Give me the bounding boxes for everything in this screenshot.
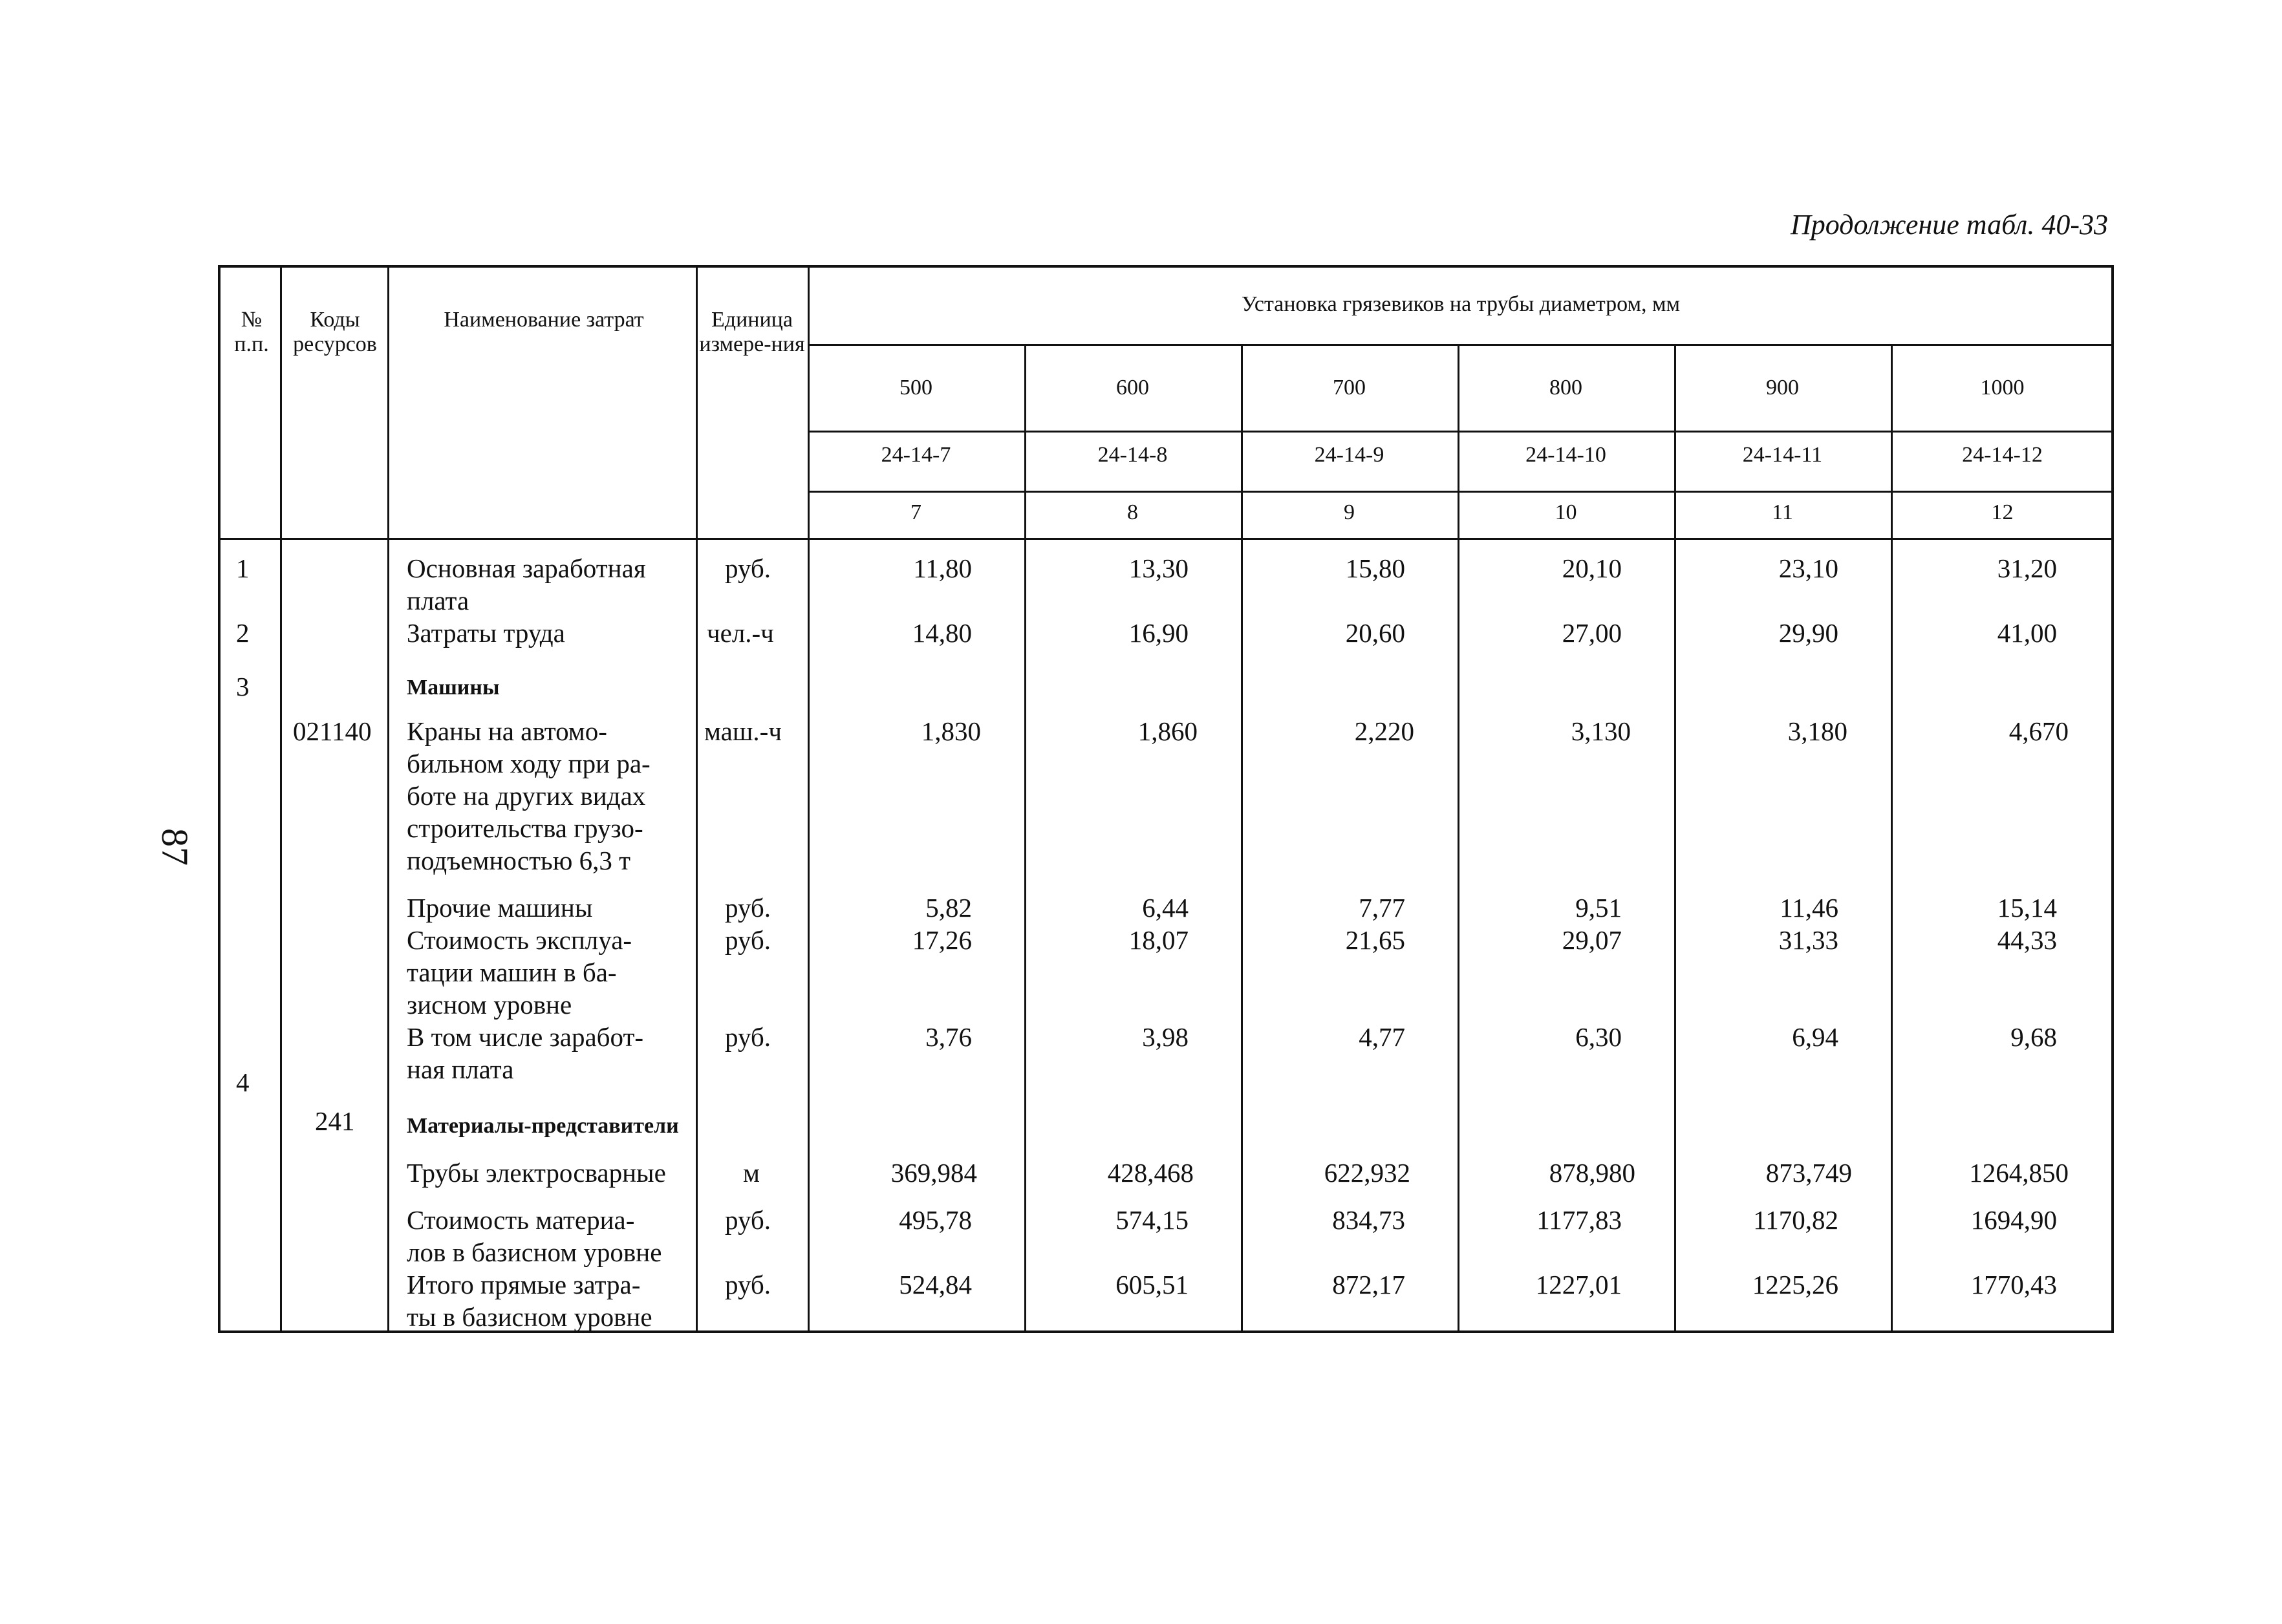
- row-materials-cost-val-9: 834,73: [1332, 1205, 1405, 1235]
- row-pipes-val-9: 622,932: [1324, 1158, 1410, 1188]
- diameter-900: 900: [1766, 376, 1799, 400]
- row-machine-cost-val-7: 17,26: [912, 925, 972, 955]
- col-line-2: [387, 268, 389, 1333]
- row-machine-cost-val-9: 21,65: [1345, 925, 1405, 955]
- row-other-machines-val-11: 11,46: [1780, 893, 1838, 923]
- row-crane-val-10: 3,130: [1571, 716, 1631, 746]
- header-line-colnums: [808, 491, 2114, 493]
- page-number: 87: [154, 828, 196, 866]
- cost-table: [218, 265, 2114, 1333]
- row-total-name-line2: ты в базисном уровне: [407, 1302, 652, 1332]
- row-crane-val-8: 1,860: [1137, 716, 1198, 746]
- row-2-val-8: 16,90: [1128, 618, 1189, 648]
- row-crane-val-9: 2,220: [1354, 716, 1414, 746]
- row-other-machines-val-8: 6,44: [1142, 893, 1189, 923]
- row-crane-val-12: 4,670: [2008, 716, 2069, 746]
- row-other-machines-unit: руб.: [725, 893, 771, 923]
- row-1-val-11: 23,10: [1778, 553, 1838, 583]
- header-unit: Единица измере-ния: [699, 308, 805, 356]
- row-incl-wage-val-12: 9,68: [2010, 1022, 2057, 1052]
- row-incl-wage-unit: руб.: [725, 1022, 771, 1052]
- header-no: № п.п.: [234, 308, 269, 356]
- row-materials-cost-val-7: 495,78: [899, 1205, 972, 1235]
- row-materials-cost-val-8: 574,15: [1115, 1205, 1189, 1235]
- row-total-val-10: 1227,01: [1535, 1270, 1622, 1299]
- row-2-val-10: 27,00: [1562, 618, 1622, 648]
- row-other-machines-val-9: 7,77: [1359, 893, 1405, 923]
- row-pipes-val-10: 878,980: [1549, 1158, 1635, 1188]
- colnum-8: 8: [1127, 500, 1138, 524]
- row-materials-cost-val-11: 1170,82: [1753, 1205, 1838, 1235]
- code-24-14-8: 24-14-8: [1097, 443, 1168, 467]
- row-incl-wage-val-9: 4,77: [1359, 1022, 1405, 1052]
- row-total-val-11: 1225,26: [1752, 1270, 1838, 1299]
- row-1-val-9: 15,80: [1345, 553, 1405, 583]
- header-group: Установка грязевиков на трубы диаметром, мм: [1241, 292, 1681, 316]
- row-crane-val-11: 3,180: [1787, 716, 1847, 746]
- row-incl-wage-name-line2: ная плата: [407, 1054, 514, 1084]
- row-1-no: 1: [236, 553, 250, 583]
- row-1-val-12: 31,20: [1997, 553, 2057, 583]
- row-machine-cost-val-11: 31,33: [1778, 925, 1838, 955]
- row-pipes-val-8: 428,468: [1107, 1158, 1194, 1188]
- row-materials-cost-name-line2: лов в базисном уровне: [407, 1237, 662, 1267]
- row-1-name-line1: Основная заработная: [407, 553, 646, 583]
- code-24-14-11: 24-14-11: [1742, 443, 1823, 467]
- row-pipes-val-11: 873,749: [1765, 1158, 1852, 1188]
- section-machines: Машины: [407, 676, 500, 700]
- row-2-val-9: 20,60: [1345, 618, 1405, 648]
- row-machine-cost-val-8: 18,07: [1128, 925, 1189, 955]
- row-pipes-unit: м: [743, 1158, 760, 1188]
- row-machine-cost-val-12: 44,33: [1997, 925, 2057, 955]
- col-line-1: [280, 268, 282, 1333]
- colnum-12: 12: [1991, 500, 2014, 524]
- diameter-700: 700: [1333, 376, 1366, 400]
- row-machine-cost-unit: руб.: [725, 925, 771, 955]
- row-1-name-line2: плата: [407, 586, 469, 615]
- row-1-val-7: 11,80: [913, 553, 972, 583]
- row-materials-code: 241: [315, 1106, 355, 1136]
- row-other-machines-val-12: 15,14: [1997, 893, 2057, 923]
- row-other-machines-name: Прочие машины: [407, 893, 593, 923]
- header-name: Наименование затрат: [444, 308, 644, 332]
- row-4-no: 4: [236, 1067, 250, 1097]
- header-bottom-line: [221, 538, 2114, 540]
- table-caption: Продолжение табл. 40-33: [1791, 209, 2108, 240]
- row-crane-code: 021140: [293, 716, 372, 746]
- row-2-val-7: 14,80: [912, 618, 972, 648]
- colnum-7: 7: [910, 500, 921, 524]
- colnum-11: 11: [1772, 500, 1793, 524]
- row-incl-wage-val-8: 3,98: [1142, 1022, 1189, 1052]
- row-3-no: 3: [236, 672, 250, 701]
- row-total-unit: руб.: [725, 1270, 771, 1299]
- code-24-14-9: 24-14-9: [1314, 443, 1384, 467]
- header-codes: Коды ресурсов: [293, 308, 377, 356]
- row-pipes-name: Трубы электросварные: [407, 1158, 666, 1188]
- row-machine-cost-name-line2: тации машин в ба-: [407, 957, 617, 987]
- row-1-val-8: 13,30: [1128, 553, 1189, 583]
- colnum-9: 9: [1344, 500, 1355, 524]
- diameter-500: 500: [899, 376, 932, 400]
- row-2-unit: чел.-ч: [707, 618, 774, 648]
- row-machine-cost-val-10: 29,07: [1562, 925, 1622, 955]
- row-materials-cost-val-10: 1177,83: [1536, 1205, 1622, 1235]
- row-machine-cost-name-line3: зисном уровне: [407, 990, 572, 1020]
- diameter-800: 800: [1549, 376, 1582, 400]
- row-total-val-7: 524,84: [899, 1270, 972, 1299]
- row-incl-wage-val-10: 6,30: [1575, 1022, 1622, 1052]
- row-1-val-10: 20,10: [1562, 553, 1622, 583]
- row-incl-wage-name-line1: В том числе заработ-: [407, 1022, 644, 1052]
- row-crane-val-7: 1,830: [921, 716, 981, 746]
- row-1-unit: руб.: [725, 553, 771, 583]
- row-materials-cost-unit: руб.: [725, 1205, 771, 1235]
- col-line-3: [696, 268, 698, 1333]
- row-2-no: 2: [236, 618, 250, 648]
- diameter-1000: 1000: [1980, 376, 2025, 400]
- code-24-14-12: 24-14-12: [1962, 443, 2043, 467]
- row-crane-name-line3: боте на других видах: [407, 781, 646, 811]
- row-total-val-9: 872,17: [1332, 1270, 1405, 1299]
- header-line-diameters: [808, 344, 2114, 346]
- row-other-machines-val-7: 5,82: [925, 893, 972, 923]
- row-total-name-line1: Итого прямые затра-: [407, 1270, 641, 1299]
- row-2-val-11: 29,90: [1778, 618, 1838, 648]
- row-incl-wage-val-7: 3,76: [925, 1022, 972, 1052]
- diameter-600: 600: [1116, 376, 1149, 400]
- section-materials: Материалы-представители: [407, 1114, 679, 1138]
- row-materials-cost-name-line1: Стоимость материа-: [407, 1205, 635, 1235]
- row-crane-unit: маш.-ч: [704, 716, 782, 746]
- row-crane-name-line1: Краны на автомо-: [407, 716, 607, 746]
- code-24-14-7: 24-14-7: [881, 443, 951, 467]
- row-total-val-8: 605,51: [1115, 1270, 1189, 1299]
- code-24-14-10: 24-14-10: [1525, 443, 1606, 467]
- row-incl-wage-val-11: 6,94: [1792, 1022, 1838, 1052]
- row-machine-cost-name-line1: Стоимость эксплуа-: [407, 925, 632, 955]
- row-total-val-12: 1770,43: [1970, 1270, 2057, 1299]
- row-pipes-val-7: 369,984: [890, 1158, 977, 1188]
- row-crane-name-line4: строительства грузо-: [407, 813, 643, 843]
- row-pipes-val-12: 1264,850: [1969, 1158, 2069, 1188]
- colnum-10: 10: [1555, 500, 1577, 524]
- row-crane-name-line5: подъемностью 6,3 т: [407, 846, 631, 875]
- header-line-codes: [808, 431, 2114, 433]
- row-2-val-12: 41,00: [1997, 618, 2057, 648]
- row-materials-cost-val-12: 1694,90: [1970, 1205, 2057, 1235]
- row-other-machines-val-10: 9,51: [1575, 893, 1622, 923]
- row-crane-name-line2: бильном ходу при ра-: [407, 749, 651, 778]
- row-2-name: Затраты труда: [407, 618, 565, 648]
